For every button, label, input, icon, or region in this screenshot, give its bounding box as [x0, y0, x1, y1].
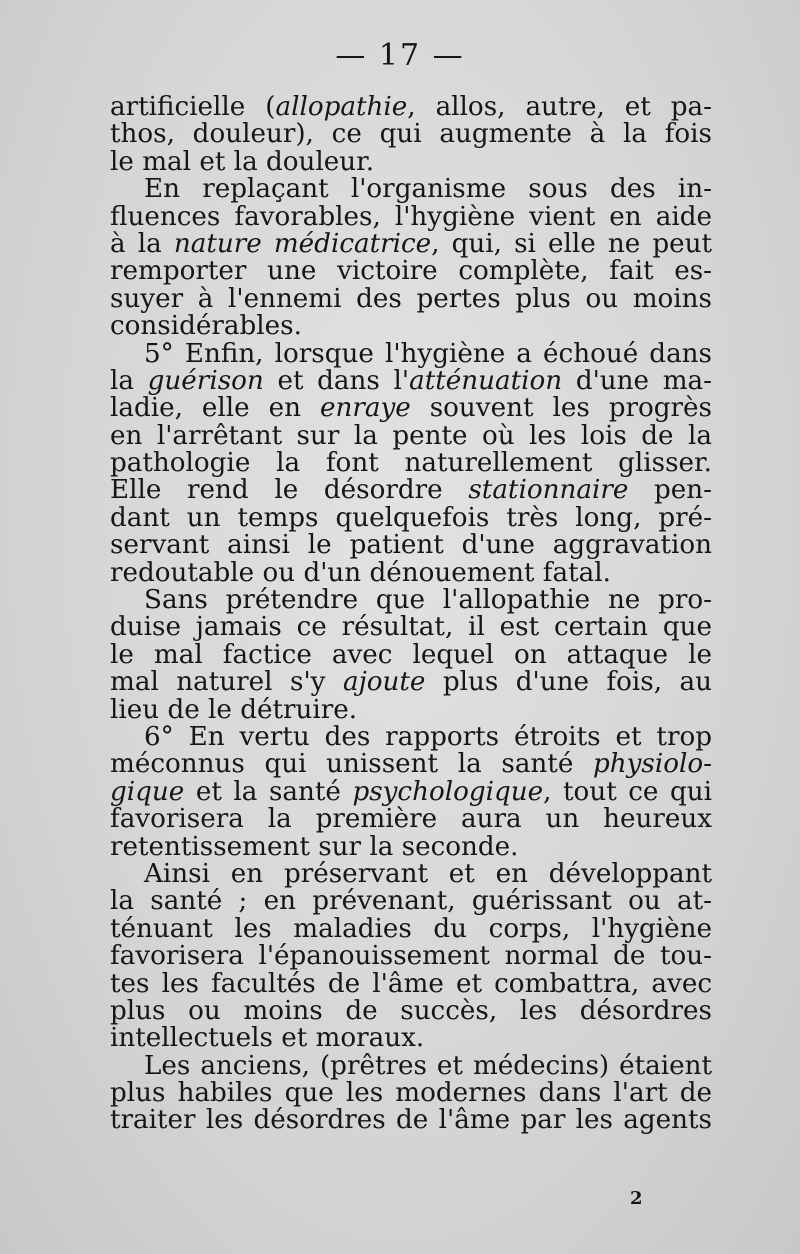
text-segment: retentissement sur la seconde.	[110, 831, 519, 862]
italic-text: physiolo-	[593, 749, 712, 780]
text-segment: redoutable ou d'un dénouement fatal.	[110, 557, 611, 588]
text-segment: ladie, elle en	[110, 393, 320, 424]
text-segment: plus habiles que les modernes dans l'art de	[110, 1078, 712, 1109]
text-segment: dant un temps quelquefois très long, pré-	[110, 502, 712, 533]
text-line	[110, 721, 712, 752]
text-line	[110, 776, 712, 807]
text-line	[110, 338, 712, 369]
text-line	[110, 587, 712, 614]
text-line	[110, 639, 712, 670]
text-line	[110, 395, 712, 422]
text-segment: en l'arrêtant sur la pente où les lois de la	[110, 420, 712, 451]
text-segment: mal naturel s'y	[110, 667, 343, 698]
text-segment: intellectuels et moraux.	[110, 1023, 425, 1054]
text-segment: , tout ce qui	[543, 776, 712, 807]
text-line	[110, 614, 712, 641]
text-segment: Les anciens, (prêtres et médecins) étaient	[144, 1050, 712, 1081]
text-segment: le mal et la douleur.	[110, 146, 375, 177]
text-line	[110, 201, 712, 232]
text-line	[110, 858, 712, 889]
text-segment: , qui, si elle ne peut	[431, 228, 713, 259]
text-segment: plus d'une fois, au	[425, 667, 712, 698]
text-line	[110, 228, 713, 259]
text-segment: 5° Enfin, lorsque l'hygiène a échoué dans	[144, 338, 712, 369]
text-segment: plus ou moins de succès, les désordres	[110, 995, 712, 1026]
text-segment: à la	[110, 228, 174, 259]
text-segment: fluences favorables, l'hygiène vient en aide	[110, 201, 712, 232]
text-line	[110, 1080, 712, 1107]
text-line	[110, 502, 712, 533]
text-segment: thos, douleur), ce qui augmente à la fois	[110, 119, 712, 150]
text-line	[110, 557, 712, 588]
text-segment: artificielle (	[110, 92, 276, 122]
text-segment: pen-	[628, 475, 712, 506]
text-segment: la	[110, 365, 148, 396]
text-line	[110, 532, 712, 559]
signature-mark: 2	[630, 1188, 643, 1209]
text-line	[110, 450, 712, 477]
text-line	[110, 94, 712, 121]
text-segment: favorisera la première aura un heureux	[110, 804, 712, 835]
text-line	[110, 420, 712, 451]
text-segment: considérables.	[110, 311, 302, 342]
text-segment: la santé ; en prévenant, guérissant ou at-	[110, 886, 712, 917]
text-segment: Ainsi en préservant et en développant	[144, 858, 712, 889]
text-line	[110, 313, 712, 340]
text-line	[110, 121, 712, 148]
text-line	[110, 995, 712, 1026]
text-line	[110, 913, 712, 944]
text-line	[110, 1050, 712, 1081]
text-line	[110, 806, 712, 833]
text-segment: remporter une victoire complète, fait es-	[110, 256, 712, 287]
text-line	[110, 888, 712, 915]
text-line	[110, 751, 712, 778]
italic-text: psychologique	[352, 776, 544, 807]
italic-text: atténuation	[409, 365, 563, 396]
text-line	[110, 1107, 712, 1134]
body-text	[110, 94, 712, 1135]
text-segment: et la santé	[184, 776, 353, 807]
text-segment: servant ainsi le patient d'une aggravation	[110, 530, 712, 561]
italic-text: enraye	[319, 393, 411, 424]
text-segment: Sans prétendre que l'allopathie ne pro-	[144, 585, 712, 616]
text-line	[110, 146, 712, 177]
text-segment: 6° En vertu des rapports étroits et trop	[144, 721, 712, 752]
text-segment: En replaçant l'organisme sous des in-	[144, 174, 712, 205]
text-line	[110, 943, 712, 970]
text-line	[110, 694, 712, 725]
text-segment: Elle rend le désordre	[110, 475, 469, 506]
italic-text: stationnaire	[468, 475, 629, 506]
text-segment: duise jamais ce résultat, il est certain que	[110, 612, 712, 643]
text-segment: traiter les désordres de l'âme par les agents	[110, 1105, 712, 1136]
text-line	[110, 176, 712, 203]
text-line	[110, 669, 712, 696]
text-segment: suyer à l'ennemi des pertes plus ou moins	[110, 283, 712, 314]
text-segment: et dans l'	[263, 365, 410, 396]
text-segment: tes les facultés de l'âme et combattra, avec	[110, 968, 712, 999]
text-line	[110, 365, 712, 396]
text-segment: ténuant les maladies du corps, l'hygiène	[110, 913, 712, 944]
italic-text: ajoute	[342, 667, 426, 698]
text-segment: lieu de le détruire.	[110, 694, 358, 725]
italic-text: gique	[110, 776, 185, 807]
text-segment: méconnus qui unissent la santé	[110, 749, 593, 780]
text-segment: pathologie la font naturellement glisser.	[110, 448, 712, 479]
text-line	[110, 477, 712, 504]
text-line	[110, 283, 712, 314]
text-line	[110, 831, 712, 862]
italic-text: guérison	[147, 365, 264, 396]
text-segment: souvent les progrès	[410, 393, 712, 424]
text-line	[110, 258, 712, 285]
text-line	[110, 1025, 712, 1052]
text-segment: , allos, autre, et pa-	[407, 92, 712, 122]
text-segment: favorisera l'épanouissement normal de tou-	[110, 941, 712, 972]
page-number: — 17 —	[335, 38, 465, 73]
italic-text: allopathie	[275, 92, 408, 122]
text-segment: le mal factice avec lequel on attaque le	[110, 639, 712, 670]
text-line	[110, 968, 712, 999]
text-segment: d'une ma-	[562, 365, 712, 396]
italic-text: nature médicatrice	[173, 228, 432, 259]
